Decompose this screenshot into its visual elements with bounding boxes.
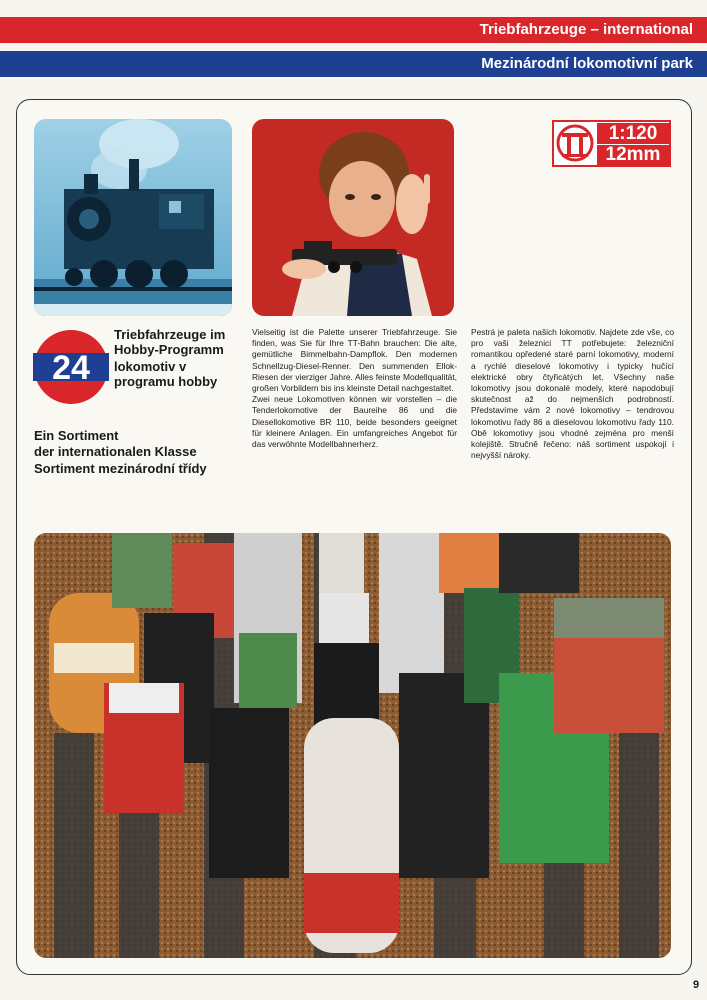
tt-gauge-logo-icon	[556, 124, 594, 163]
body-text-czech: Pestrá je paleta našich lokomotiv. Najdete zde vše, co pro vaši železnici TT potřebujete: železniční romantikou opředené staré parní lokomotivy, moderní a rychlé dieselové lokomotivy i typicky hučící elektrické obry čtyřicátých let. Všechny naše lokomotivy jsou dokonalé modely, které napodobují skutečnost až do nejmenších podrobností. Představíme vám 2 nové lokomotivy – tendrovou lokomotivu řady 86 a dieselovou lokomotivu řady 110. Obě lokomotivy jsou vhodné zejména pro menší kolejiště. Stručně řečeno: náš sortiment uspokojí i nejvyšší nároky.	[471, 327, 674, 461]
header-title-de: Triebfahrzeuge – international	[479, 21, 693, 38]
count-badge-number: 24	[52, 349, 90, 387]
tt-scale-logo	[552, 120, 671, 167]
header-band-red	[0, 17, 707, 43]
header-title-cz: Mezinárodní lokomotivní park	[481, 55, 693, 72]
sortiment-heading-line2: der internationalen Klasse	[34, 444, 197, 459]
badge-title-cz: lokomotiv v programu hobby	[114, 359, 218, 389]
sortiment-heading-line1: Ein Sortiment	[34, 428, 119, 443]
header-band-blue	[0, 51, 707, 77]
model-locomotives-lineup-photo	[34, 533, 671, 958]
scale-label: 1:120	[597, 123, 669, 144]
page-number: 9	[693, 979, 700, 991]
child-with-model-photo	[252, 119, 454, 316]
body-text-german: Vielseitig ist die Palette unserer Triebfahrzeuge. Sie finden, was Sie für Ihre TT-Bahn brauchen: Die alte, gemütliche Bimmelbahn-Dampflok. Den modernen Schnellzug-Diesel-Renner. Den summenden Ellok-Riesen der vierziger Jahre. Alles feinste Modellqualität, großen Vorbildern bis ins kleinste Detail nachgestaltet. Zwei neue Lokomotiven können wir vorstellen – die Tenderlokomotive der Baureihe 86 und die Diesellokomotive BR 110, beide besonders geeignet für kleinere Anlagen. Ein umfangreiches Angebot für das verwöhnte Modellbahnerherz.	[252, 327, 457, 450]
gauge-label: 12mm	[597, 145, 669, 165]
count-badge	[33, 327, 109, 407]
steam-locomotive-photo	[34, 119, 232, 316]
badge-title-de: Triebfahrzeuge im Hobby-Programm	[114, 327, 226, 357]
sortiment-heading-cz: Sortiment mezinárodní třídy	[34, 461, 207, 476]
